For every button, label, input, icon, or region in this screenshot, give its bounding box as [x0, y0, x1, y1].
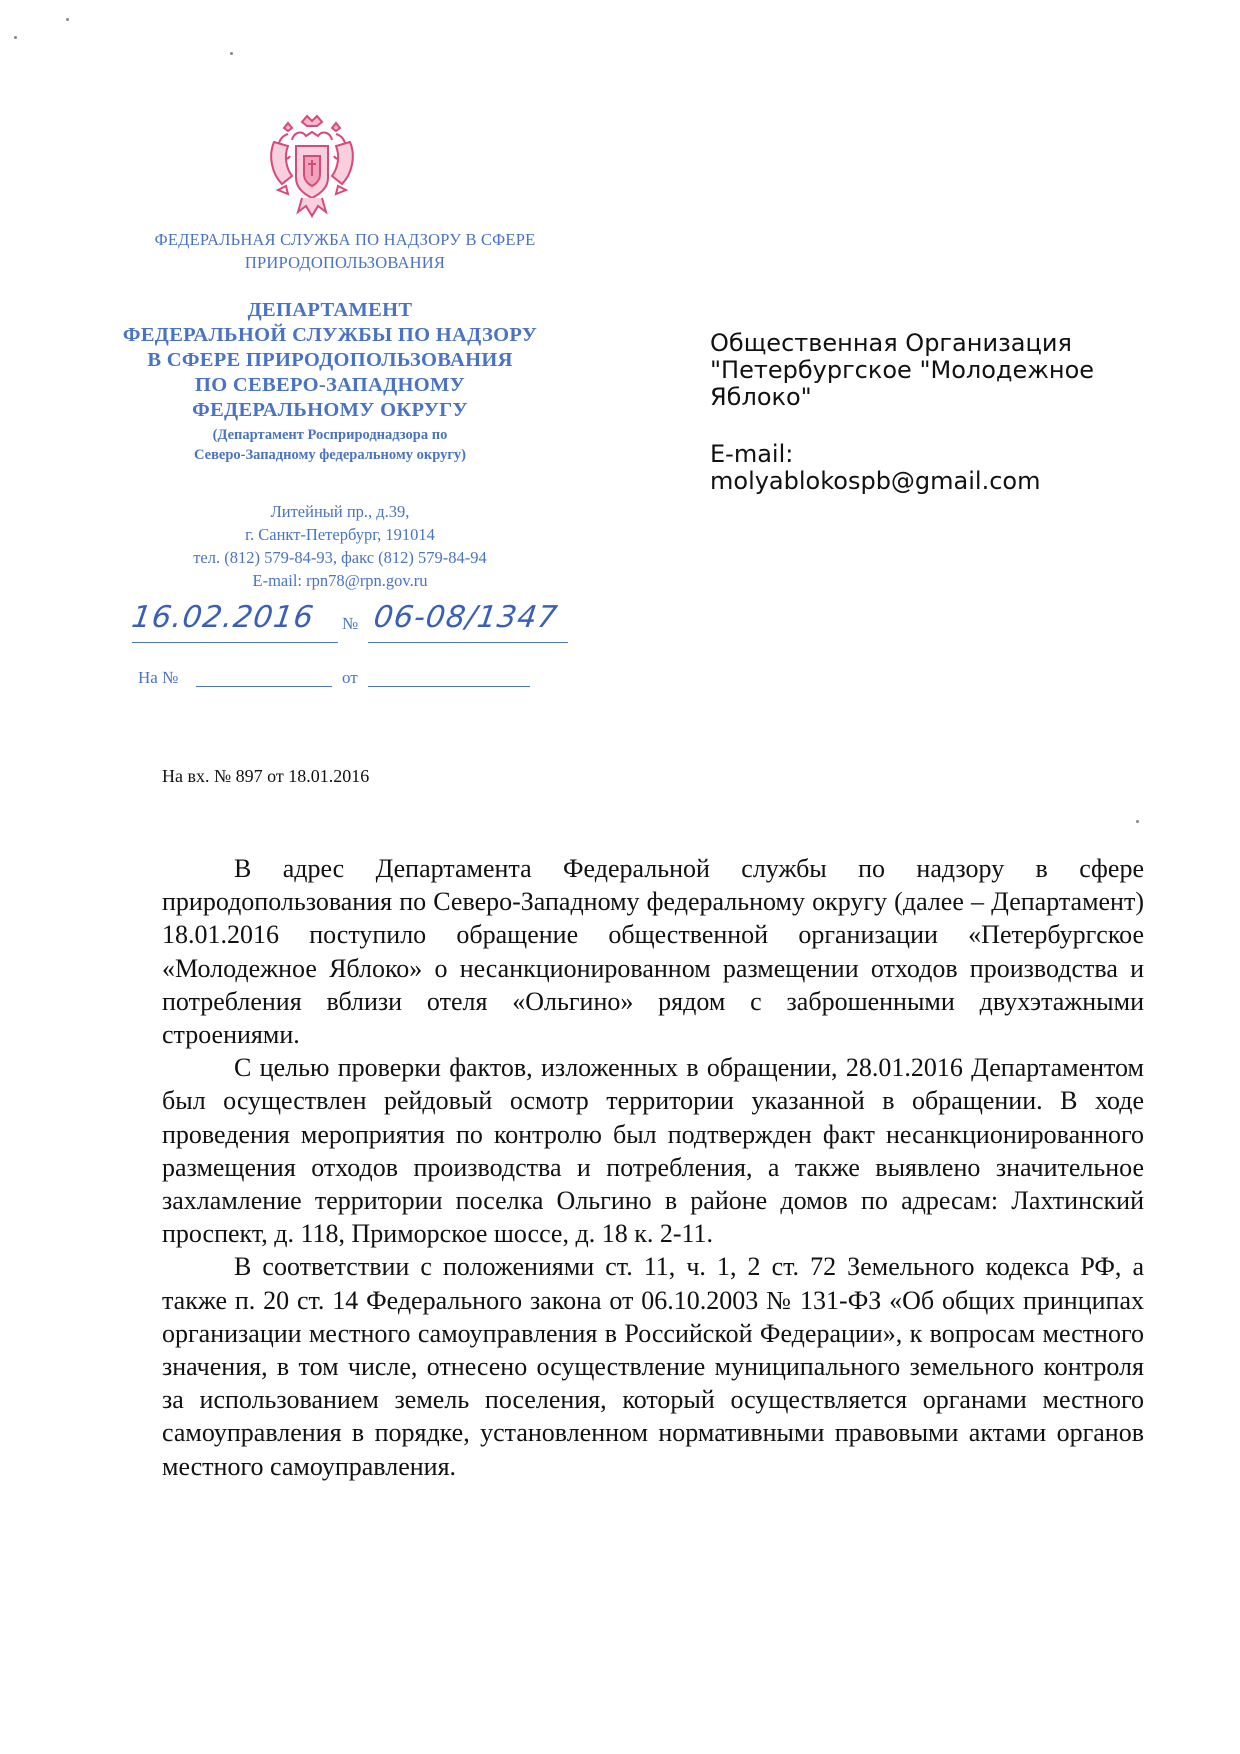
address-line: тел. (812) 579-84-93, факс (812) 579-84-94 — [193, 548, 487, 567]
department-name-line: ПО СЕВЕРО-ЗАПАДНОМУ — [195, 374, 465, 396]
recipient-line: Яблоко" — [710, 383, 812, 411]
coat-of-arms-emblem-icon — [262, 112, 362, 222]
scan-speck — [230, 52, 233, 55]
service-name-line: ФЕДЕРАЛЬНАЯ СЛУЖБА ПО НАДЗОРУ В СФЕРЕ — [154, 230, 536, 249]
department-name-line: В СФЕРЕ ПРИРОДОПОЛЬЗОВАНИЯ — [147, 349, 513, 371]
recipient-email: molyablokospb@gmail.com — [710, 467, 1041, 495]
recipient-email-label: E-mail: — [710, 440, 794, 468]
from-label: от — [342, 668, 358, 687]
body-paragraph: В соответствии с положениями ст. 11, ч. 1, 2 ст. 72 Земельного кодекса РФ, а также п. 20 ст. 14 Федерального закона от 06.10.2003 № 131-ФЗ «Об общих принципах организации местного самоуправления в Российской Федерации», к вопросам местного значения, в том числе, отнесено осуществление муниципального земельного контроля за использованием земель поселения, который осуществляется органами местного самоуправления в порядке, установленном нормативными правовыми актами органов местного самоуправления. — [162, 1252, 1144, 1481]
body-paragraph: С целью проверки фактов, изложенных в обращении, 28.01.2016 Департаментом был осуществлен рейдовый осмотр территории указанной в обращении. В ходе проведения мероприятия по контролю был подтвержден факт несанкционированного размещения отходов производства и потребления, а также выявлено значительное захламление территории поселка Ольгино в районе домов по адресам: Лахтинский проспект, д. 118, Приморское шоссе, д. 18 к. 2-11. — [162, 1053, 1144, 1249]
recipient-block — [710, 330, 1180, 495]
department-short-name — [130, 425, 530, 465]
department-address — [130, 500, 550, 592]
department-short-line: (Департамент Росприроднадзора по — [212, 427, 448, 443]
department-name-line: ФЕДЕРАЛЬНОЙ СЛУЖБЫ ПО НАДЗОРУ — [122, 324, 538, 346]
address-line: г. Санкт-Петербург, 191014 — [245, 525, 435, 544]
scan-speck — [66, 18, 69, 21]
handwritten-date: 16.02.2016 — [129, 600, 317, 635]
reply-to-line — [196, 686, 332, 687]
reply-to-label: На № — [138, 668, 179, 687]
incoming-reference: На вх. № 897 от 18.01.2016 — [162, 766, 370, 786]
department-short-line: Северо-Западному федеральному округу) — [194, 447, 466, 463]
recipient-line: "Петербургское "Молодежное — [710, 356, 1095, 384]
number-label: № — [342, 614, 359, 633]
department-name — [110, 298, 550, 423]
registration-block — [129, 600, 582, 708]
scan-speck — [14, 36, 17, 39]
from-line — [368, 686, 530, 687]
date-line — [132, 642, 338, 643]
department-name-line: ФЕДЕРАЛЬНОМУ ОКРУГУ — [192, 399, 468, 421]
number-line — [368, 642, 568, 643]
address-email: E-mail: rpn78@rpn.gov.ru — [252, 571, 428, 590]
handwritten-number: 06-08/1347 — [371, 600, 561, 635]
scan-speck — [1136, 820, 1139, 823]
letter-body — [162, 852, 1144, 1483]
recipient-line: Общественная Организация — [710, 329, 1072, 357]
service-name — [110, 228, 580, 274]
body-paragraph: В адрес Департамента Федеральной службы по надзору в сфере природопользования по Северо-Западному федеральному округу (далее – Департамент) 18.01.2016 поступило обращение общественной организации «Петербургское «Молодежное Яблоко» о несанкционированном размещении отходов производства и потребления вблизи отеля «Ольгино» рядом с заброшенными двухэтажными строениями. — [162, 854, 1144, 1050]
department-name-line: ДЕПАРТАМЕНТ — [247, 299, 413, 321]
service-name-line: ПРИРОДОПОЛЬЗОВАНИЯ — [244, 253, 446, 272]
address-line: Литейный пр., д.39, — [270, 502, 410, 521]
